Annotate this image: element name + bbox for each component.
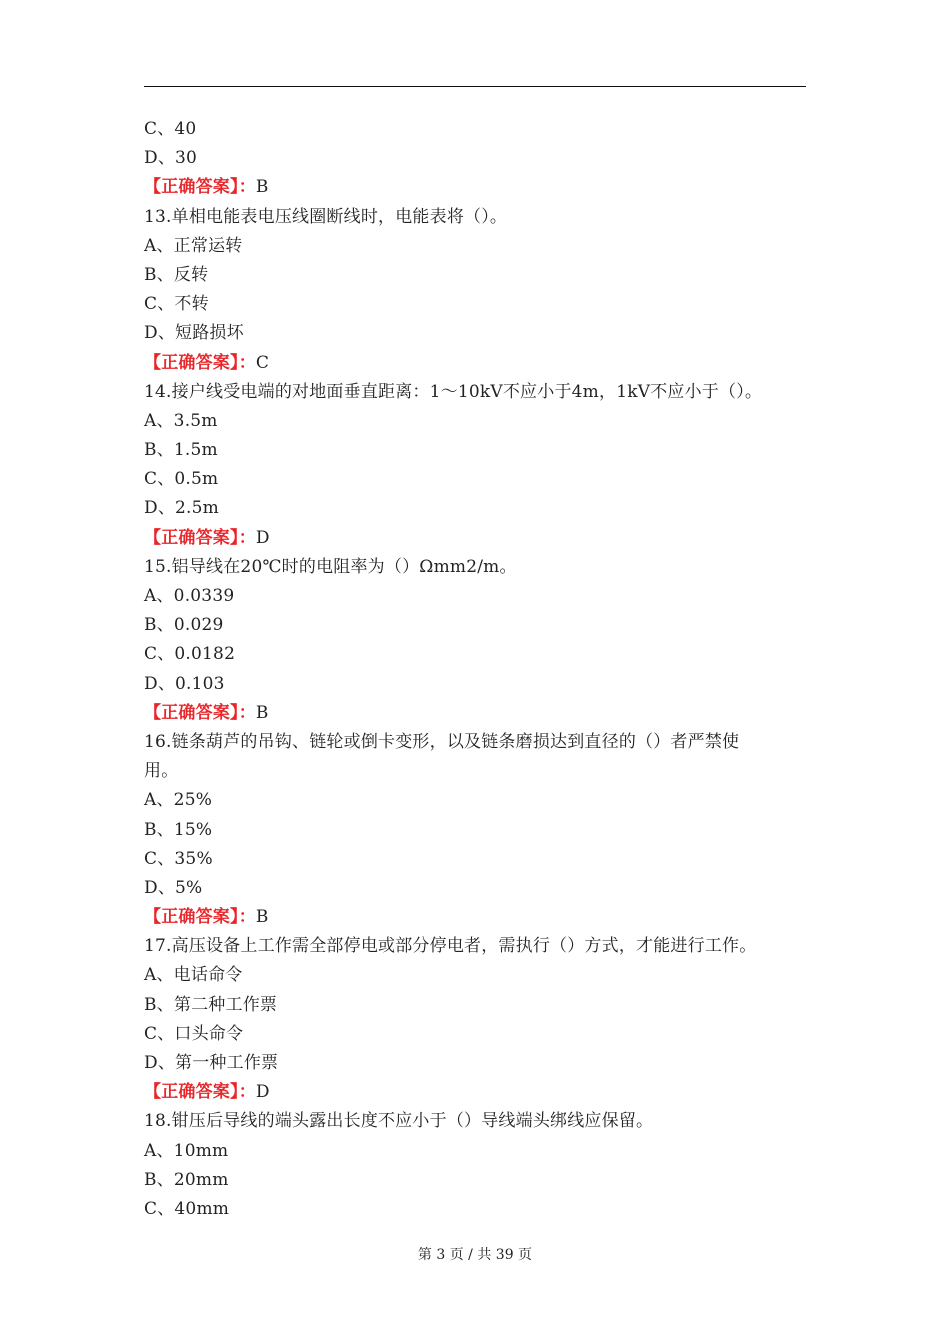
option-text: A、10mm xyxy=(144,1140,229,1161)
option-text: C、35% xyxy=(144,848,213,869)
answer-value: D xyxy=(255,527,270,548)
header-rule xyxy=(144,86,806,87)
question-text: 15.铝导线在20℃时的电阻率为（）Ωmm2/m。 xyxy=(144,556,517,577)
question-text: 16.链条葫芦的吊钩、链轮或倒卡变形，以及链条磨损达到直径的（）者严禁使 xyxy=(144,731,740,752)
option-text: B、第二种工作票 xyxy=(144,994,278,1015)
answer-line xyxy=(144,1078,816,1107)
answer-tag: 【正确答案】： xyxy=(144,527,256,548)
option-text: D、30 xyxy=(144,148,198,169)
option-text: A、3.5m xyxy=(144,410,218,431)
option-text: C、0.5m xyxy=(144,469,219,490)
option-text: B、1.5m xyxy=(144,440,218,461)
option-text: B、20mm xyxy=(144,1169,229,1190)
answer-tag: 【正确答案】： xyxy=(144,352,256,373)
option-text: D、5% xyxy=(144,877,203,898)
answer-line xyxy=(144,903,816,932)
page-content xyxy=(144,115,816,1224)
page-footer: 第 3 页 / 共 39 页 xyxy=(417,1247,533,1263)
answer-line xyxy=(144,524,816,553)
option-text: C、口头命令 xyxy=(144,1023,244,1044)
answer-line xyxy=(144,699,816,728)
question-text: 14.接户线受电端的对地面垂直距离：1～10kV不应小于4m，1kV不应小于（）。 xyxy=(144,381,763,402)
option-text: C、不转 xyxy=(144,294,209,315)
option-text: A、25% xyxy=(144,790,213,811)
question-text: 17.高压设备上工作需全部停电或部分停电者，需执行（）方式，才能进行工作。 xyxy=(144,936,757,957)
option-text: D、短路损坏 xyxy=(144,323,244,344)
answer-tag: 【正确答案】： xyxy=(144,907,256,928)
option-text: A、电话命令 xyxy=(144,965,243,986)
option-text: B、反转 xyxy=(144,264,209,285)
option-text: C、0.0182 xyxy=(144,644,236,665)
option-text: A、0.0339 xyxy=(144,586,235,606)
answer-line xyxy=(144,349,816,378)
question-text: 13.单相电能表电压线圈断线时，电能表将（）。 xyxy=(144,206,508,227)
option-text: C、40mm xyxy=(144,1198,230,1219)
option-text: D、0.103 xyxy=(144,673,225,694)
option-text: B、15% xyxy=(144,819,213,840)
answer-value: D xyxy=(255,1082,270,1103)
answer-value: B xyxy=(255,907,269,928)
question-text: 18.钳压后导线的端头露出长度不应小于（）导线端头绑线应保留。 xyxy=(144,1111,654,1132)
option-text: B、0.029 xyxy=(144,615,224,636)
answer-line xyxy=(144,173,816,202)
answer-tag: 【正确答案】： xyxy=(144,1082,256,1103)
question-text: 用。 xyxy=(144,761,179,782)
option-text: D、第一种工作票 xyxy=(144,1053,279,1073)
option-text: C、40 xyxy=(144,119,197,139)
answer-value: B xyxy=(255,177,269,198)
answer-value: B xyxy=(255,702,269,723)
answer-tag: 【正确答案】： xyxy=(144,177,256,198)
option-text: D、2.5m xyxy=(144,498,219,519)
answer-value: C xyxy=(255,352,270,373)
option-text: A、正常运转 xyxy=(144,235,243,256)
answer-tag: 【正确答案】： xyxy=(144,702,256,723)
